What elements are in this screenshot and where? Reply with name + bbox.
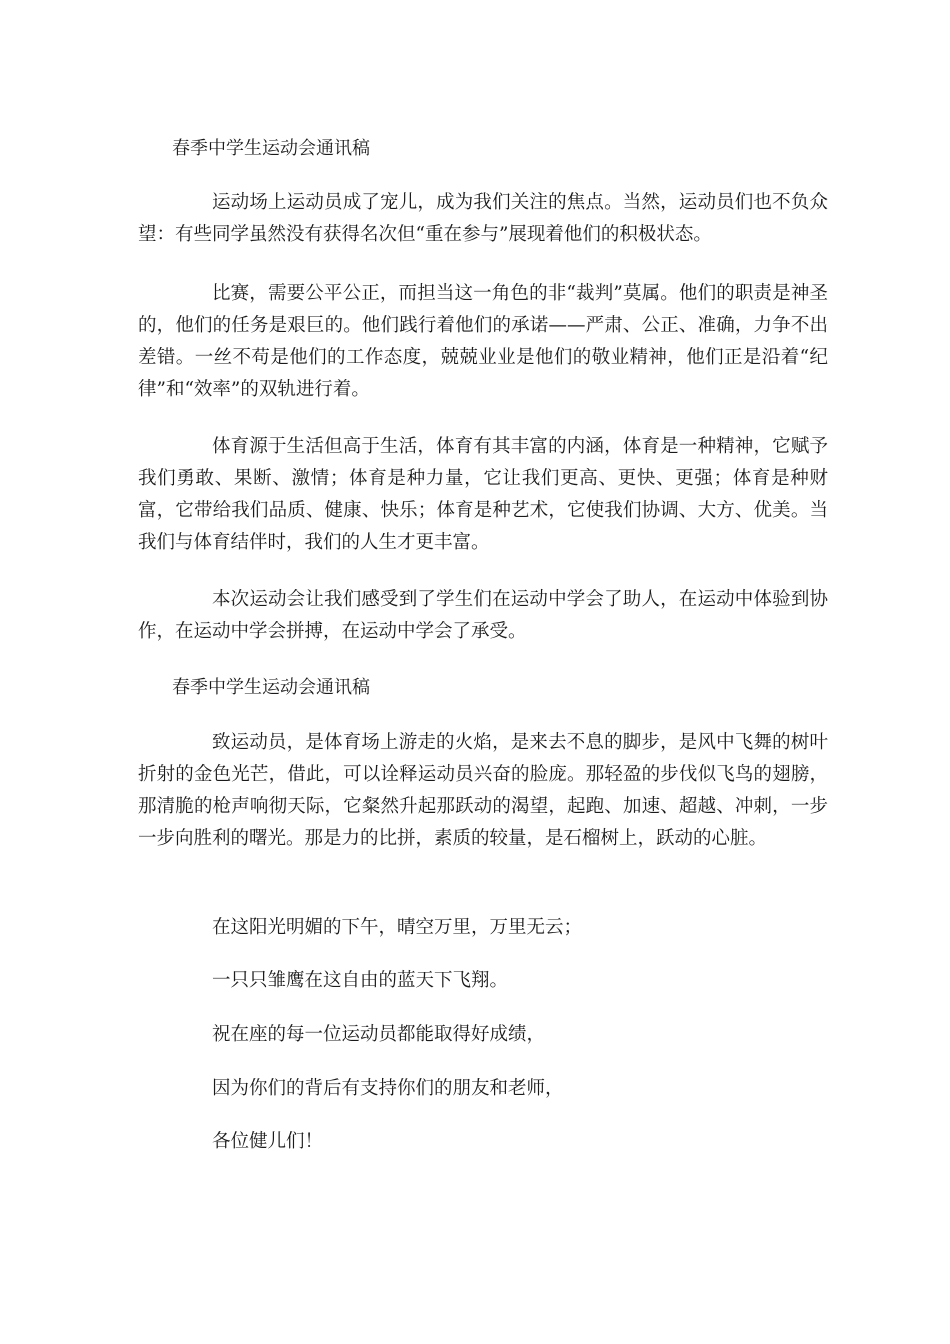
verse-line: 祝在座的每一位运动员都能取得好成绩， (212, 1024, 546, 1045)
verse-line: 因为你们的背后有支持你们的朋友和老师， (212, 1078, 564, 1099)
verse-line: 在这阳光明媚的下午，晴空万里，万里无云； (212, 917, 583, 938)
verse-line: 各位健儿们！ (212, 1131, 324, 1152)
body-paragraph: 体育源于生活但高于生活，体育有其丰富的内涵，体育是一种精神，它赋予我们勇敢、果断、激情；体育是种力量，它让我们更高、更快、更强；体育是种财富，它带给我们品质、健康、快乐；体育是种艺术，它使我们协调、大方、优美。当我们与体育结伴时，我们的人生才更丰富。 (138, 436, 828, 553)
body-paragraph: 本次运动会让我们感受到了学生们在运动中学会了助人，在运动中体验到协作，在运动中学会拼搏，在运动中学会了承受。 (138, 589, 828, 642)
body-paragraph: 比赛，需要公平公正，而担当这一角色的非“裁判”莫属。他们的职责是神圣的，他们的任务是艰巨的。他们践行着他们的承诺——严肃、公正、准确，力争不出差错。一丝不苟是他们的工作态度，兢兢业业是他们的敬业精神，他们正是沿着“纪律”和“效率”的双轨进行着。 (138, 283, 828, 400)
section-title: 春季中学生运动会通讯稿 (172, 138, 370, 159)
body-paragraph: 运动场上运动员成了宠儿，成为我们关注的焦点。当然，运动员们也不负众望：有些同学虽然没有获得名次但“重在参与”展现着他们的积极状态。 (138, 192, 828, 245)
section-title: 春季中学生运动会通讯稿 (172, 677, 370, 698)
verse-line: 一只只雏鹰在这自由的蓝天下飞翔。 (212, 970, 509, 991)
body-paragraph: 致运动员，是体育场上游走的火焰，是来去不息的脚步，是风中飞舞的树叶折射的金色光芒，借此，可以诠释运动员兴奋的脸庞。那轻盈的步伐似飞鸟的翅膀，那清脆的枪声响彻天际，它粲然升起那跃动的渴望，起跑、加速、超越、冲刺，一步一步向胜利的曙光。那是力的比拼，素质的较量，是石榴树上，跃动的心脏。 (138, 732, 828, 849)
